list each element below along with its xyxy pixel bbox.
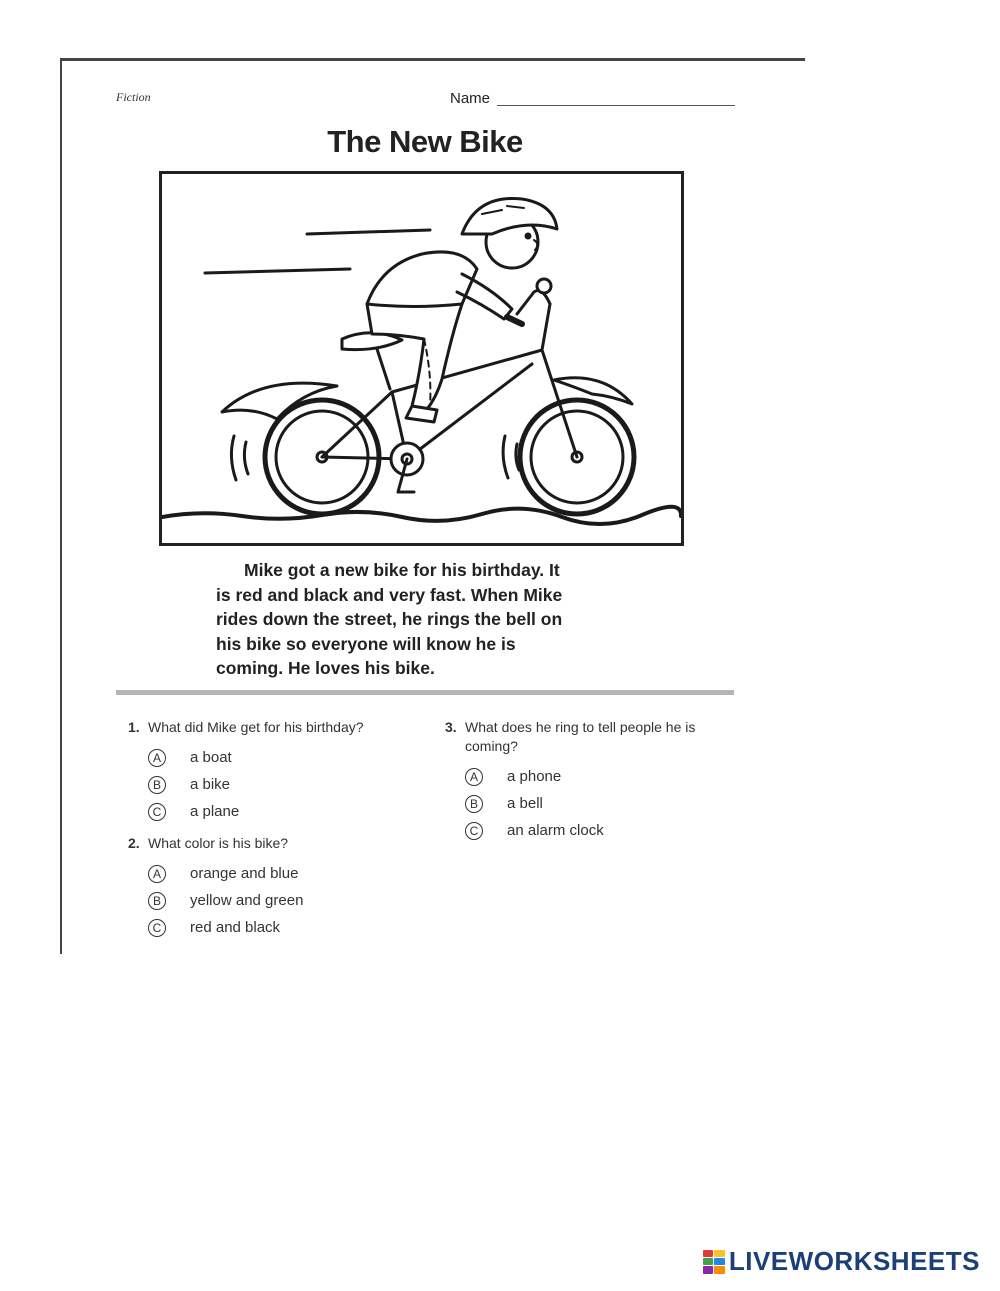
question-text: What color is his bike? bbox=[148, 835, 289, 851]
answer-bubble[interactable]: B bbox=[148, 776, 166, 794]
answer-choice[interactable] bbox=[445, 763, 745, 790]
question-number: 2. bbox=[128, 835, 140, 851]
question-prompt bbox=[445, 718, 745, 756]
answer-bubble[interactable]: A bbox=[148, 865, 166, 883]
answer-bubble[interactable]: C bbox=[465, 822, 483, 840]
question-2 bbox=[128, 834, 428, 941]
story-line: his bike so everyone will know he is bbox=[216, 633, 516, 654]
question-prompt bbox=[128, 718, 428, 737]
boy-riding-bike-illustration bbox=[162, 174, 681, 543]
answer-choice[interactable] bbox=[445, 817, 745, 844]
story-line: coming. He loves his bike. bbox=[216, 658, 435, 678]
question-number: 3. bbox=[445, 719, 457, 735]
name-field-label: Name bbox=[450, 90, 491, 107]
worksheet-top-border bbox=[60, 58, 805, 61]
genre-label: Fiction bbox=[116, 90, 151, 104]
answer-choice[interactable] bbox=[445, 790, 745, 817]
question-text: What did Mike get for his birthday? bbox=[148, 719, 364, 735]
answer-text: a phone bbox=[507, 768, 562, 785]
answer-text: yellow and green bbox=[190, 892, 304, 909]
answer-bubble[interactable]: A bbox=[465, 768, 483, 786]
question-prompt bbox=[128, 834, 428, 853]
story-illustration bbox=[159, 171, 684, 546]
answer-bubble[interactable]: C bbox=[148, 803, 166, 821]
story-line: Mike got a new bike for his birthday. It bbox=[244, 560, 560, 580]
answer-choice[interactable] bbox=[128, 771, 428, 798]
answer-choice[interactable] bbox=[128, 887, 428, 914]
answer-text: an alarm clock bbox=[507, 822, 604, 839]
question-3 bbox=[445, 718, 745, 844]
answer-bubble[interactable]: B bbox=[148, 892, 166, 910]
story-line: rides down the street, he rings the bell on bbox=[216, 609, 563, 629]
worksheet-left-border bbox=[60, 58, 62, 954]
liveworksheets-brand bbox=[703, 1246, 980, 1277]
answer-choice[interactable] bbox=[128, 914, 428, 941]
answer-text: a bell bbox=[507, 795, 543, 812]
section-divider bbox=[116, 690, 734, 695]
story-passage bbox=[216, 558, 636, 681]
name-field-line[interactable] bbox=[497, 105, 735, 106]
answer-bubble[interactable]: C bbox=[148, 919, 166, 937]
answer-choice[interactable] bbox=[128, 860, 428, 887]
worksheet-title: The New Bike bbox=[327, 124, 523, 159]
answer-text: a plane bbox=[190, 803, 240, 820]
answer-text: a boat bbox=[190, 749, 232, 766]
question-number: 1. bbox=[128, 719, 140, 735]
liveworksheets-logo-icon bbox=[703, 1250, 725, 1274]
question-1 bbox=[128, 718, 428, 825]
answer-text: red and black bbox=[190, 919, 281, 936]
answer-text: a bike bbox=[190, 776, 231, 793]
answer-text: orange and blue bbox=[190, 865, 299, 882]
story-line: is red and black and very fast. When Mike bbox=[216, 584, 563, 605]
question-text: What does he ring to tell people he is coming? bbox=[465, 719, 696, 754]
answer-bubble[interactable]: A bbox=[148, 749, 166, 767]
answer-choice[interactable] bbox=[128, 798, 428, 825]
answer-bubble[interactable]: B bbox=[465, 795, 483, 813]
answer-choice[interactable] bbox=[128, 744, 428, 771]
brand-name: LIVEWORKSHEETS bbox=[728, 1246, 980, 1276]
